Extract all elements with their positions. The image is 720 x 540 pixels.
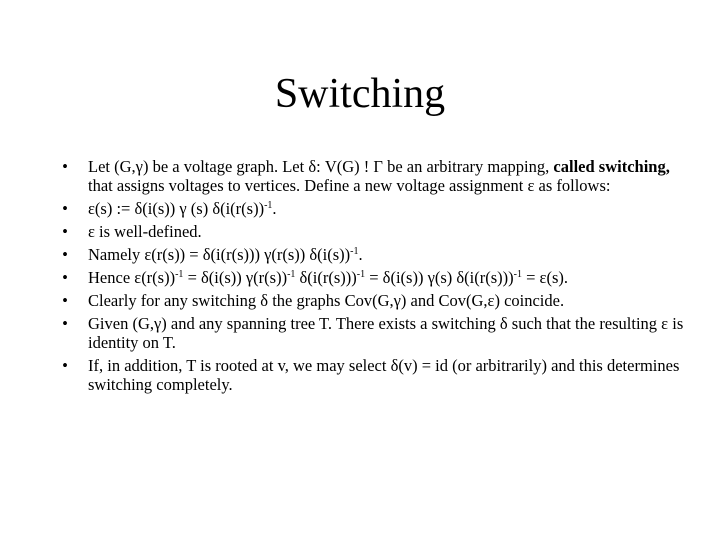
bullet-text <box>88 291 564 310</box>
superscript: -1 <box>513 269 522 280</box>
text-run: δ(i(r(s))) <box>295 268 357 287</box>
text-run: Namely ε(r(s)) = δ(i(r(s))) γ(r(s)) δ(i(s)) <box>88 245 351 264</box>
bullet-text <box>88 222 202 241</box>
bullet-dot-icon: • <box>62 157 68 176</box>
text-run: Given (G,γ) and any spanning tree T. There exists a switching δ such that the resulting ε is identity on T. <box>88 314 684 352</box>
bullet-text <box>88 157 670 195</box>
text-run: ) be a voltage graph. Let <box>142 157 309 176</box>
text-run: ε is well-defined. <box>88 222 202 241</box>
text-run: Clearly for any switching δ the graphs Cov(G,γ) and Cov(G,ε) coincide. <box>88 291 565 310</box>
slide-title: Switching <box>274 71 446 117</box>
text-run: . <box>272 199 277 218</box>
text-run: be an arbitrary mapping, <box>382 157 554 176</box>
bullet-item <box>58 356 698 394</box>
text-run: ε(s) := δ(i(s)) γ (s) δ(i(r(s)) <box>88 199 265 218</box>
text-run: that assigns voltages to vertices. Define a new voltage assignment <box>88 176 528 195</box>
text-run: = δ(i(s)) γ(r(s)) <box>183 268 288 287</box>
bullet-text <box>88 245 363 264</box>
bullet-dot-icon: • <box>62 199 68 218</box>
bullet-item <box>58 245 698 264</box>
text-run: Γ <box>373 157 383 176</box>
text-run: δ <box>308 157 317 176</box>
text-run: . <box>358 245 363 264</box>
bullet-text <box>88 356 679 394</box>
superscript: -1 <box>175 269 184 280</box>
superscript: -1 <box>264 200 273 211</box>
text-run: = δ(i(s)) γ(s) δ(i(r(s))) <box>365 268 514 287</box>
text-run: = ε(s). <box>521 268 569 287</box>
bullet-text <box>88 268 568 287</box>
text-run: Hence ε(r(s)) <box>88 268 176 287</box>
text-run: If, in addition, T is rooted at v, we may select δ(v) = id (or arbitrarily) and this determines switching completely. <box>88 356 680 394</box>
text-run: ε <box>527 176 535 195</box>
bullet-text <box>88 314 683 352</box>
bullet-text <box>88 199 277 218</box>
bullet-dot-icon: • <box>62 356 68 375</box>
bold-text: called switching, <box>553 157 670 176</box>
superscript: -1 <box>356 269 366 280</box>
bullet-list <box>58 157 698 398</box>
text-run: as follows: <box>534 176 611 195</box>
bullet-dot-icon: • <box>62 245 68 264</box>
bullet-item <box>58 291 698 310</box>
bullet-dot-icon: • <box>62 291 68 310</box>
bullet-dot-icon: • <box>62 314 68 333</box>
bullet-dot-icon: • <box>62 268 68 287</box>
bullet-item <box>58 222 698 241</box>
bullet-item <box>58 157 698 195</box>
superscript: -1 <box>287 269 296 280</box>
bullet-item <box>58 268 698 287</box>
bullet-item <box>58 314 698 352</box>
text-run: Let (G, <box>88 157 136 176</box>
superscript: -1 <box>350 246 359 257</box>
bullet-dot-icon: • <box>62 222 68 241</box>
text-run: : V(G) ! <box>316 157 374 176</box>
text-run: γ <box>135 157 143 176</box>
bullet-item <box>58 199 698 218</box>
